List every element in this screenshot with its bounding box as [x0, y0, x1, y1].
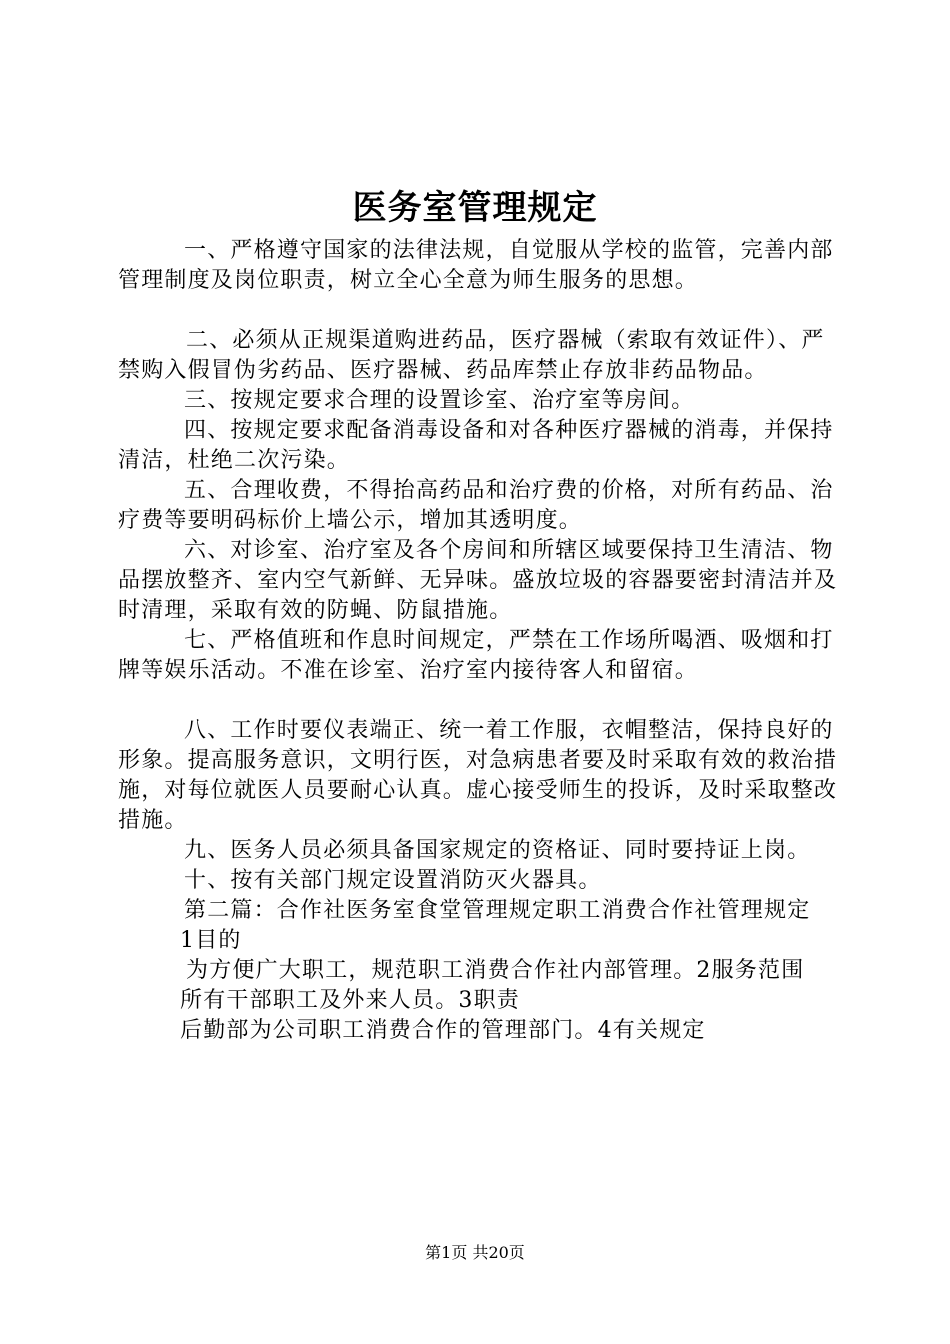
paragraph-10: 十、按有关部门规定设置消防灭火器具。	[184, 868, 602, 893]
paragraph-8: 八、工作时要仪表端正、统一着工作服，衣帽整洁，保持良好的形象。提高服务意识，文明行医，对急病患者要及时采取有效的救治措施，对每位就医人员要耐心认真。虚心接受师生的投诉，及时采取整改措施。	[118, 718, 838, 833]
paragraph-12: 1目的	[180, 928, 242, 953]
page-footer: 第1页 共20页	[425, 1243, 525, 1262]
paragraph-6: 六、对诊室、治疗室及各个房间和所辖区域要保持卫生清洁、物品摆放整齐、室内空气新鲜、无异味。盛放垃圾的容器要密封清洁并及时清理，采取有效的防蝇、防鼠措施。	[118, 538, 838, 623]
page-title: 医务室管理规定	[352, 188, 598, 228]
paragraph-9: 九、医务人员必须具备国家规定的资格证、同时要持证上岗。	[184, 838, 811, 863]
paragraph-3: 三、按规定要求合理的设置诊室、治疗室等房间。	[184, 388, 695, 413]
paragraph-15: 后勤部为公司职工消费合作的管理部门。4有关规定	[180, 1018, 706, 1043]
paragraph-1: 一、严格遵守国家的法律法规，自觉服从学校的监管，完善内部管理制度及岗位职责，树立全心全意为师生服务的思想。	[118, 238, 834, 293]
paragraph-2: 二、必须从正规渠道购进药品，医疗器械（索取有效证件）、严禁购入假冒伪劣药品、医疗器械、药品库禁止存放非药品物品。	[118, 328, 825, 383]
paragraph-4: 四、按规定要求配备消毒设备和对各种医疗器械的消毒，并保持清洁，杜绝二次污染。	[118, 418, 834, 473]
paragraph-11: 第二篇：合作社医务室食堂管理规定职工消费合作社管理规定	[184, 898, 811, 923]
paragraph-14: 所有干部职工及外来人员。3职责	[180, 988, 520, 1013]
paragraph-13: 为方便广大职工，规范职工消费合作社内部管理。2服务范围	[186, 958, 805, 983]
paragraph-7: 七、严格值班和作息时间规定，严禁在工作场所喝酒、吸烟和打牌等娱乐活动。不准在诊室、治疗室内接待客人和留宿。	[118, 628, 834, 683]
paragraph-5: 五、合理收费，不得抬高药品和治疗费的价格，对所有药品、治疗费等要明码标价上墙公示，增加其透明度。	[118, 478, 834, 533]
document-body	[118, 236, 838, 1046]
